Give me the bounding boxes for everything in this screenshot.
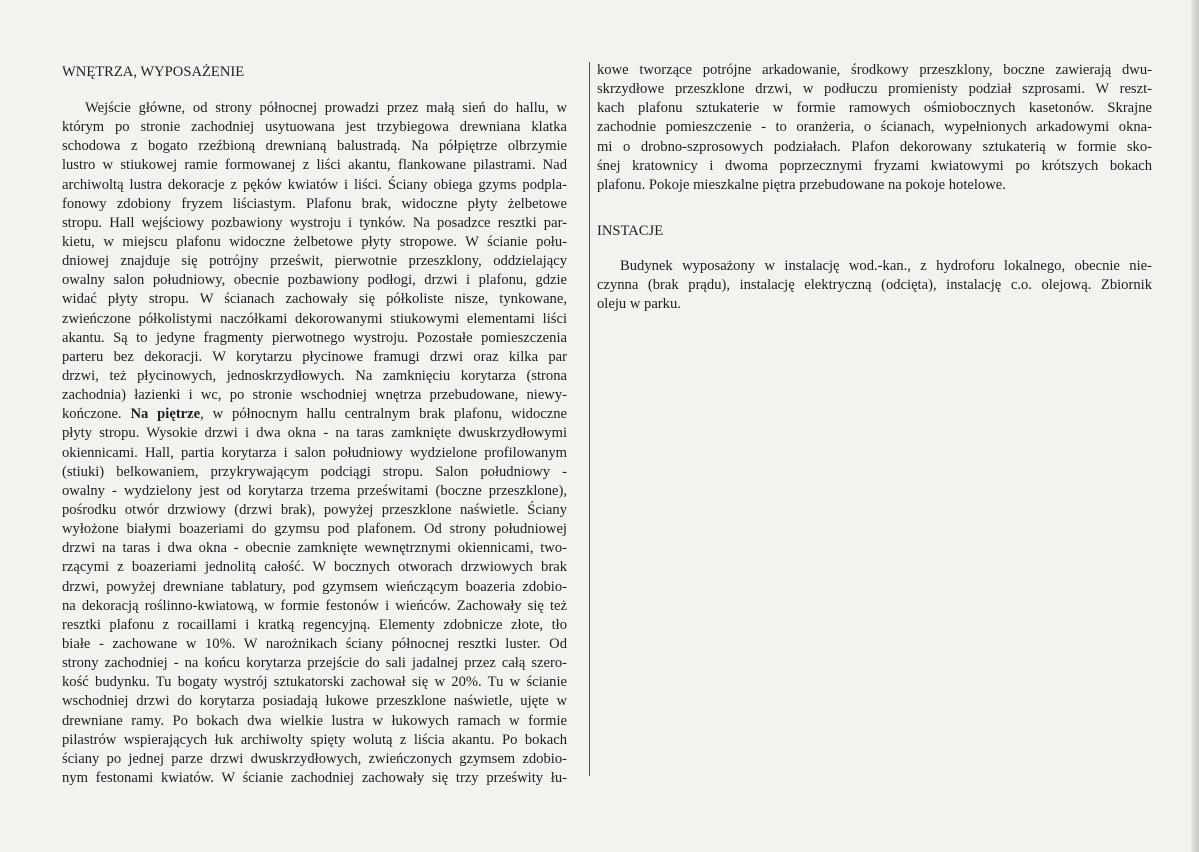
installations-paragraph — [597, 257, 1152, 314]
text-fragment: kończone. — [62, 406, 131, 423]
bold-subheading: Na piętrze — [130, 406, 201, 423]
right-column — [597, 61, 1152, 314]
text-line: czynna (brak prądu), instalację elektryczną (odcięta), instalację c.o. olejową. Zbiornik — [597, 277, 1152, 294]
text-line: dniowej znajduje się potrójny prześwit, pierwotnie przeszklony, oddzielający — [62, 253, 567, 270]
section-heading-installations: INSTACJE — [597, 222, 664, 239]
text-line: zwieńczone półkolistymi naczółkami dekorowanymi stiukowymi elementami liści — [62, 310, 567, 327]
left-column — [62, 63, 567, 788]
section-heading-interiors: WNĘTRZA, WYPOSAŻENIE — [62, 64, 245, 80]
text-line: lustro w stiukowej ramie formowanej z liści akantu, flankowane pilastrami. Nad — [62, 157, 567, 174]
text-line: wschodniej drzwi do korytarza posiadają łukowe przeszklone naświetle, ujęte w — [62, 693, 567, 710]
text-line: drzwi na taras i dwa okna - obecnie zamknięte wewnętrznymi okiennicami, two- — [62, 540, 567, 557]
text-line: (stiuki) belkowaniem, przykrywającym podciągi stropu. Salon południowy - — [62, 463, 567, 480]
text-line: wyłożone białymi boazeriami do gzymsu pod plafonem. Od strony południowej — [62, 521, 567, 538]
text-line: pośrodku otwór drzwiowy (drzwi brak), powyżej przeszklone naświetle. Ściany — [62, 501, 567, 518]
text-line: fonowy zdobiony fryzem liściastym. Plafonu brak, widoczne płyty żelbetowe — [62, 195, 567, 212]
text-line: Budynek wyposażony w instalację wod.-kan., z hydroforu lokalnego, obecnie nie- — [620, 257, 1152, 274]
text-line: plafonu. Pokoje mieszkalne piętra przebudowane na pokoje hotelowe. — [597, 176, 1006, 193]
text-line: drewniane ramy. Po bokach dwa wielkie lustra w łukowych ramach w formie — [62, 712, 567, 729]
text-line: parteru bez dekoracji. W korytarzu płycinowe framugi drzwi oraz kilka par — [62, 348, 567, 365]
text-line: zachodnie pomieszczenie - to oranżeria, o ścianach, wypełnionych arkadowymi okna- — [597, 119, 1152, 136]
text-line: śnej kratownicy i dwoma poprzecznymi fryzami kwiatowymi po krótszych bokach — [597, 157, 1152, 174]
text-line: drzwi, powyżej drewniane tablatury, pod gzymsem wieńczącym boazeria zdobio- — [62, 578, 567, 595]
text-line: ściany po jednej parze drzwi dwuskrzydłowych, zwieńczonych gzymsem zdobio- — [62, 750, 567, 767]
text-line: archiwoltą lustra dekoracje z pęków kwiatów i liści. Ściany obiega gzyms podpla- — [62, 176, 567, 193]
text-line: kość budynku. Tu bogaty wystrój sztukatorski zachował się w 20%. Tu w ścianie — [62, 674, 567, 691]
text-line: kowe tworzące potrójne arkadowanie, środkowy przeszklony, boczne zawierają dwu- — [597, 62, 1152, 78]
text-line: pilastrów wspierających łuk archiwolty spięty wolutą z liścia akantu. Po bokach — [62, 731, 567, 748]
text-line: widać płyty stropu. W ścianach zachowały się półkoliste nisze, tynkowane, — [62, 291, 567, 308]
text-line: drzwi, też płycinowych, jednoskrzydłowych. Na zamknięciu korytarza (strona — [62, 367, 567, 384]
text-line: owalny salon południowy, obecnie pozbawiony podłogi, drzwi i plafonu, gdzie — [62, 272, 567, 289]
column-divider — [589, 62, 590, 776]
text-line: płyty stropu. Wysokie drzwi i dwa okna - na taras zamknięte dwuskrzydłowymi — [62, 425, 567, 442]
text-line: oleju w parku. — [597, 296, 681, 313]
text-fragment: , w północnym hallu centralnym brak plafonu, widoczne — [200, 406, 567, 423]
text-line: mi o drobno-szprosowych podziałach. Plafon dekorowany sztukaterią w formie sko- — [597, 138, 1152, 155]
text-line: kietu, w miejscu plafonu widoczne żelbetowe płyty stropowe. W ścianie połu- — [62, 233, 567, 250]
page-edge — [1191, 0, 1199, 852]
text-line: schodowa z bogato rzeźbioną drewnianą balustradą. Na półpiętrze olbrzymie — [62, 138, 567, 155]
text-line: resztki plafonu z rocaillami i kratką regencyjną. Elementy zdobnicze złote, tło — [62, 616, 567, 633]
text-line: skrzydłowe przeszklone drzwi, w podłuczu promienisty podział szprosami. W reszt- — [597, 81, 1152, 98]
text-line: rzącymi z boazeriami jednolitą całość. W bocznych otworach drzwiowych brak — [62, 559, 567, 576]
text-line: nym festonami kwiatów. W ścianie zachodniej zachowały się trzy prześwity łu- — [62, 769, 567, 786]
text-line: na dekoracją roślinno-kwiatową, w formie festonów i wieńców. Zachowały się też — [62, 597, 567, 614]
interiors-paragraph — [62, 99, 567, 788]
text-line: strony zachodniej - na końcu korytarza przejście do sali jadalnej przez całą szero- — [62, 655, 567, 672]
text-line — [62, 405, 567, 424]
text-line: stropu. Hall wejściowy pozbawiony wystroju i tynków. Na posadzce resztki par- — [62, 214, 567, 231]
text-line: którym po stronie zachodniej usytuowana jest trzybiegowa drewniana klatka — [62, 119, 567, 136]
text-line: zachodnia) łazienki i wc, po stronie wschodniej wnętrza przebudowane, niewy- — [62, 387, 567, 404]
text-line: kach plafonu sztukaterie w formie ramowych ośmiobocznych kasetonów. Skrajne — [597, 100, 1152, 117]
text-line: akantu. Są to jedyne fragmenty pierwotnego wystroju. Pozostałe pomieszczenia — [62, 329, 567, 346]
text-line: owalny - wydzielony jest od korytarza trzema prześwitami (boczne przeszklone), — [62, 482, 567, 499]
interiors-paragraph-continued — [597, 61, 1152, 195]
text-line: okiennicami. Hall, partia korytarza i salon południowy wydzielone profilowanym — [62, 444, 567, 461]
text-line: Wejście główne, od strony północnej prowadzi przez małą sień do hallu, w — [85, 100, 567, 116]
text-line: białe - zachowane w 10%. W narożnikach ściany północnej resztki luster. Od — [62, 635, 567, 652]
